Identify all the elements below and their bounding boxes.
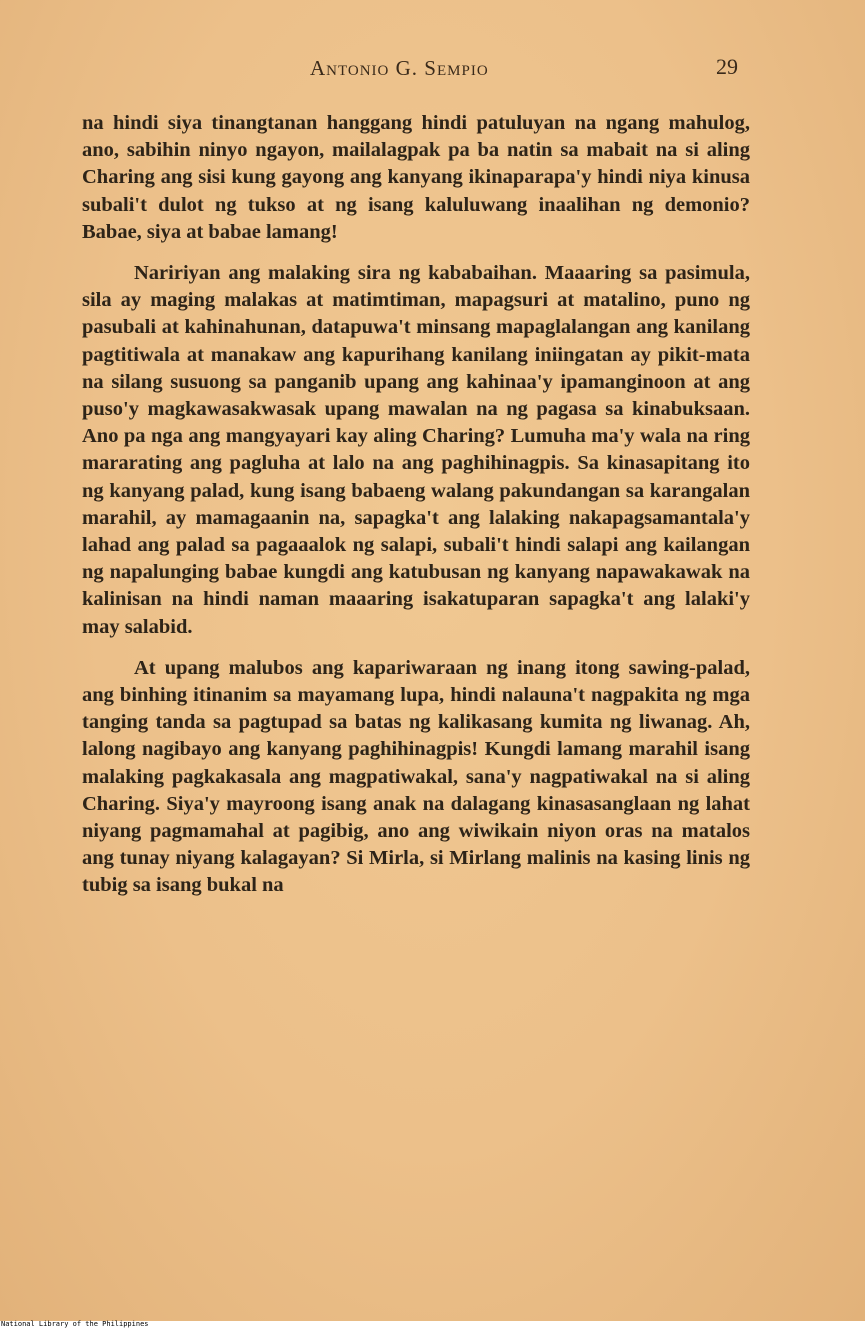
- paragraph-2: Naririyan ang malaking sira ng kababaihan. Maaaring sa pasimula, sila ay maging malakas at matimtiman, mapagsuri at matalino, puno ng pasubali at kahinahunan, datapuwa't minsang mapaglalangan ang kanilang pagtitiwala at manakaw ang kapurihang kanilang iniingatan ay pikit-mata na silang susuong sa panganib upang ang kahinaa'y ipamanginoon at ang puso'y magkawasakwasak upang mawalan na ng pagasa sa kinabuksaan. Ano pa nga ang mangyayari kay aling Charing? Lumuha ma'y wala na ring mararating ang pagluha at lalo na ang paghihinagpis. Sa kinasapitang ito ng kanyang palad, kung isang babaeng walang pakundangan sa karangalan marahil, ay mamagaanin na, sapagka't ang lalaking nakapagsamantala'y lahad ang palad sa pagaaalok ng salapi, subali't hindi salapi ang kailangan ng napalunging babae kungdi ang katubusan ng kanyang napawakawak na kalinisan na hindi naman maaaring isakatuparan sapagka't ang lalaki'y may salabid.: [82, 262, 750, 638]
- source-credit: National Library of the Philippines: [1, 1320, 149, 1328]
- paragraph-3: At upang malubos ang kapariwaraan ng inang itong sawing-palad, ang binhing itinanim sa mayamang lupa, hindi nalauna't nagpakita ng mga tanging tanda sa pagtupad sa batas ng kalikasang kumita ng liwanag. Ah, lalong nagibayo ang kanyang paghihinagpis! Kungdi lamang marahil isang malaking pagkakasala ang magpatiwakal, sana'y nagpatiwakal na si aling Charing. Siya'y mayroong isang anak na dalagang kinasasanglaan ng lahat niyang pagmamahal at pagibig, ano ang wiwikain niyon oras na matalos ang tunay niyang kalagayan? Si Mirla, si Mirlang malinis na kasing linis ng tubig sa isang bukal na: [82, 656, 750, 897]
- page-header: [0, 56, 865, 86]
- page-footer: [0, 1321, 865, 1328]
- running-head: Antonio G. Sempio: [310, 56, 489, 80]
- body-text: [82, 110, 750, 900]
- paragraph-1: na hindi siya tinangtanan hanggang hindi patuluyan na ngang mahulog, ano, sabihin ninyo ngayon, mailalagpak pa ba natin sa mabait na si aling Charing ang sisi kung gayong ang kanyang ikinaparapa'y hindi niya kinusa subali't dulot ng tukso at ng isang kaluluwang inaalihan ng demonio? Babae, siya at babae lamang!: [82, 112, 750, 243]
- page-number: 29: [716, 54, 738, 79]
